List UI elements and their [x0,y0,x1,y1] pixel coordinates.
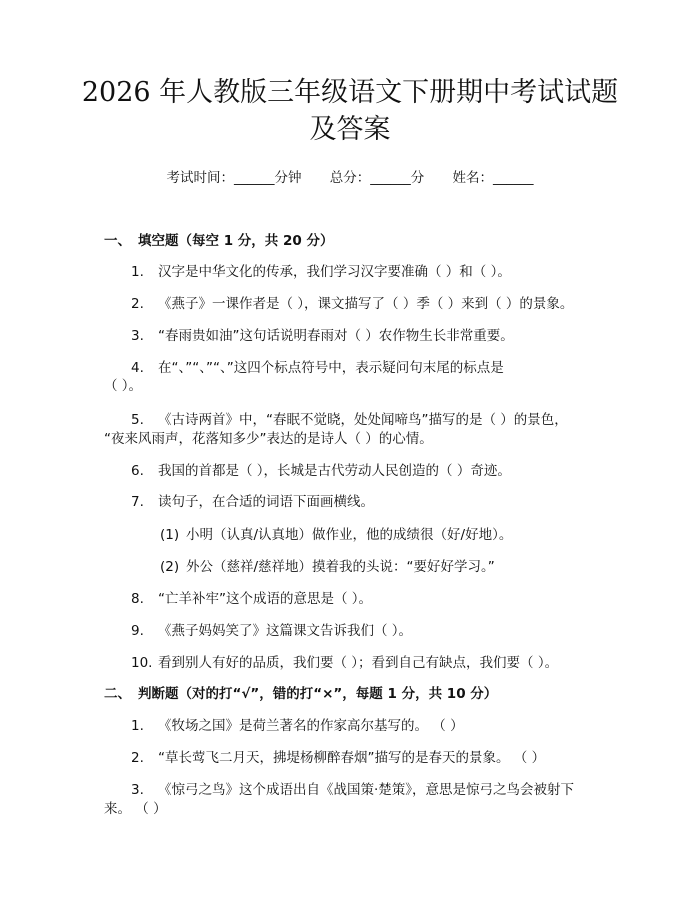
question-2-3-continued: 来。 （ ） [104,801,167,817]
question-1-4: 4. 在“、”“、”“、”这四个标点符号中，表示疑问句末尾的标点是 [131,360,504,376]
question-1-3: 3. “春雨贵如油”这句话说明春雨对（ ）农作物生长非常重要。 [131,328,514,344]
title-line-2: 及答案 [309,114,391,145]
question-1-5: 5. 《古诗两首》中，“春眠不觉晓，处处闻啼鸟”描写的是（ ）的景色， [131,412,568,428]
question-1-9: 9. 《燕子妈妈笑了》这篇课文告诉我们（ ）。 [131,623,413,639]
question-1-5-continued: “夜来风雨声，花落知多少”表达的是诗人（ ）的心情。 [104,431,433,447]
question-1-7: 7. 读句子，在合适的词语下面画横线。 [131,494,374,510]
question-2-1: 1. 《牧场之国》是荷兰著名的作家高尔基写的。 （ ） [131,718,464,734]
exam-info [0,168,700,188]
question-1-7-sub-1: (1) 小明（认真/认真地）做作业，他的成绩很（好/好地）。 [160,527,513,543]
question-1-7-sub-2: (2) 外公（慈祥/慈祥地）摸着我的头说：“要好好学习。” [160,559,495,575]
score-blank: ______ [370,170,411,186]
question-2-3: 3. 《惊弓之鸟》这个成语出自《战国策·楚策》，意思是惊弓之鸟会被射下 [131,782,575,798]
question-1-1: 1. 汉字是中华文化的传承，我们学习汉字要准确（ ）和（ ）。 [131,264,511,280]
student-name: 姓名：______ [452,170,534,186]
total-score: 总分：______分 [329,170,425,186]
exam-time: 考试时间：______分钟 [166,170,302,186]
title-line-1: 2026 年人教版三年级语文下册期中考试试题 [81,77,619,108]
question-1-4-continued: （ ）。 [104,378,143,394]
question-1-8: 8. “亡羊补牢”这个成语的意思是（ ）。 [131,591,373,607]
section-1-heading: 一、 填空题（每空 1 分，共 20 分） [104,233,334,249]
question-2-2: 2. “草长莺飞二月天，拂堤杨柳醉春烟”描写的是春天的景象。 （ ） [131,750,546,766]
question-1-2: 2. 《燕子》一课作者是（ ），课文描写了（ ）季（ ）来到（ ）的景象。 [131,296,574,312]
question-1-6: 6. 我国的首都是（ ），长城是古代劳动人民创造的（ ）奇迹。 [131,463,511,479]
question-1-10: 10. 看到别人有好的品质，我们要（ ）；看到自己有缺点，我们要（ ）。 [131,655,559,671]
page-title [60,74,640,148]
time-blank: ______ [233,170,275,186]
section-2-heading: 二、 判断题（对的打“√”，错的打“×”，每题 1 分，共 10 分） [104,686,498,702]
name-blank: ______ [493,170,534,186]
